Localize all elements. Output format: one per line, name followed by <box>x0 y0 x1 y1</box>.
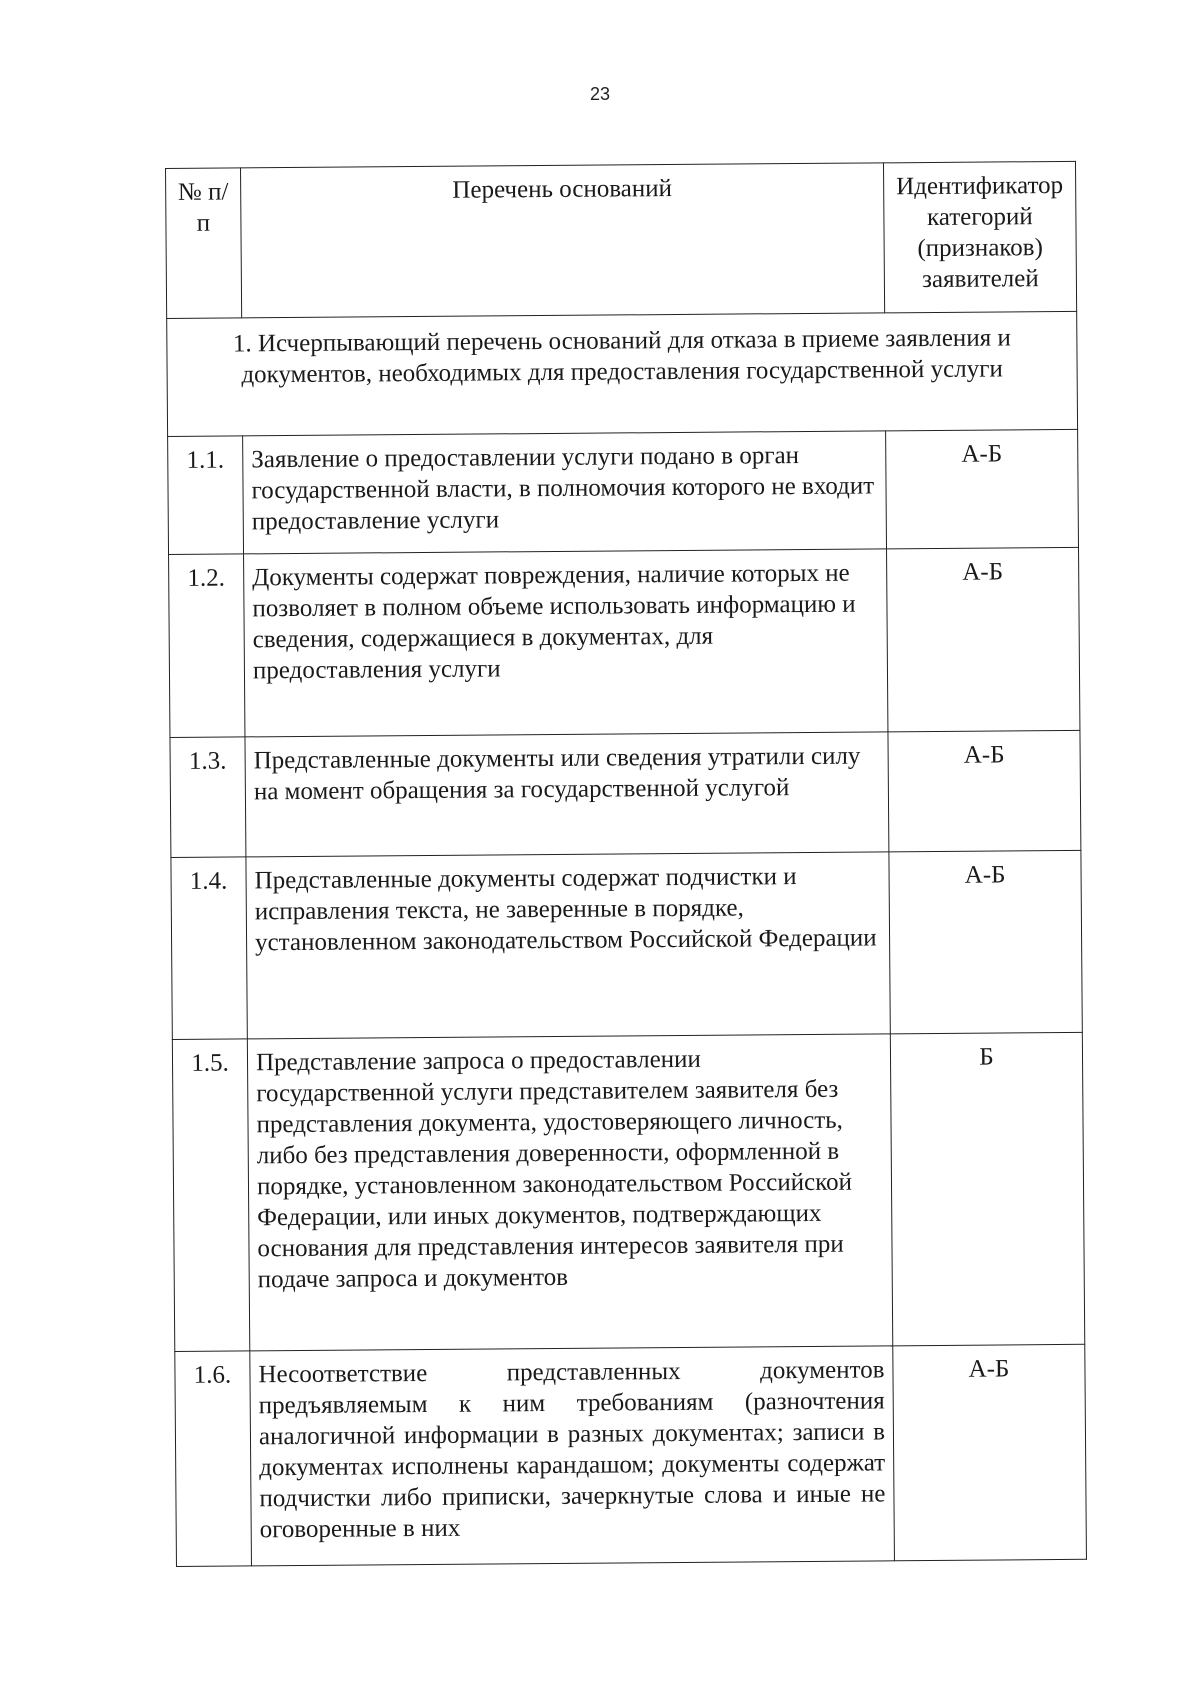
row-text: Несоответствие представленных документов предъявляемым к ним требованиям (разночтения аналогичной информации в разных документах; записи в документах исполнены карандашом; документы содержат подчистки либо приписки, зачеркнутые слова и иные не оговоренные в них <box>250 1346 895 1566</box>
table-row <box>170 730 1081 857</box>
table-row <box>171 850 1082 1039</box>
row-number: 1.3. <box>170 737 246 858</box>
table-row <box>175 1344 1087 1566</box>
row-text: Заявление о предоставлении услуги подано в орган государственной власти, в полномочия которого не входит предоставление услуги <box>243 431 887 554</box>
row-text: Документы содержат повреждения, наличие которых не позволяет в полном объеме использовать информацию и сведения, содержащиеся в документах, для предоставления услуги <box>244 549 888 737</box>
row-identifier: А-Б <box>889 850 1082 1034</box>
section-row <box>167 311 1078 436</box>
table-row <box>169 547 1080 737</box>
row-identifier: А-Б <box>887 547 1080 732</box>
row-text: Представление запроса о предоставлении государственной услуги представителем заявителя без представления документа, удостоверяющего личность, либо без представления доверенности, оформленной в порядке, установленном законодательством Российской Федерации, или иных документов, подтверждающих основания для представления интересов заявителя при подаче запроса и документов <box>247 1034 892 1351</box>
row-number: 1.6. <box>175 1351 252 1567</box>
row-text: Представленные документы содержат подчистки и исправления текста, не заверенные в порядке, установленном законодательством Российской Федерации <box>246 852 890 1039</box>
grounds-table <box>165 161 1087 1567</box>
row-text: Представленные документы или сведения утратили силу на момент обращения за государственной услугой <box>245 732 889 857</box>
row-number: 1.1. <box>168 436 244 555</box>
header-num: № п/п <box>166 168 242 319</box>
header-list: Перечень оснований <box>241 163 885 318</box>
section-title: 1. Исчерпывающий перечень оснований для отказа в приеме заявления и документов, необходимых для предоставления государственной услуги <box>167 311 1078 436</box>
table-row <box>168 429 1079 554</box>
row-identifier: А-Б <box>893 1344 1087 1561</box>
table-row <box>172 1032 1084 1351</box>
page-number: 23 <box>589 84 611 104</box>
row-identifier: А-Б <box>888 730 1081 852</box>
row-identifier: Б <box>890 1032 1084 1345</box>
row-identifier: А-Б <box>886 429 1079 549</box>
row-number: 1.2. <box>169 554 245 738</box>
header-identifier: Идентификатор категорий (признаков) заявителей <box>883 161 1076 313</box>
row-number: 1.4. <box>171 857 247 1040</box>
table-header-row <box>166 161 1077 318</box>
row-number: 1.5. <box>172 1039 249 1352</box>
